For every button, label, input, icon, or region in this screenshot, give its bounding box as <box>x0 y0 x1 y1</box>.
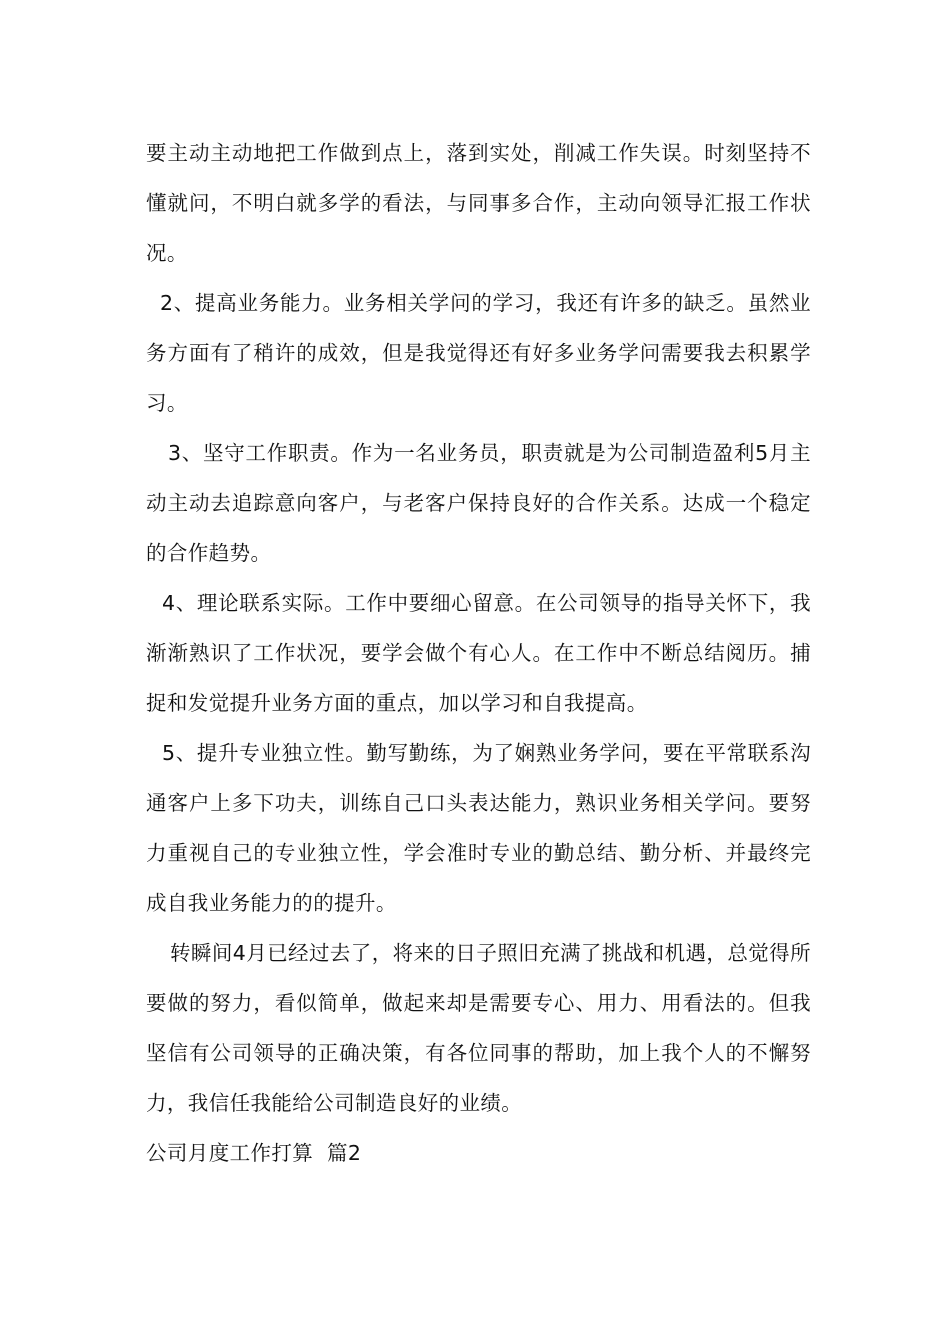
section-heading: 公司月度工作打算 篇2 <box>146 1141 362 1165</box>
paragraph-conclusion: 转瞬间4月已经过去了，将来的日子照旧充满了挑战和机遇，总觉得所要做的努力，看似简单，做起来却是需要专心、用力、用看法的。但我坚信有公司领导的正确决策，有各位同事的帮助，加上我个人的不懈努力，我信任我能给公司制造良好的业绩。 <box>146 941 811 1115</box>
paragraph-item-2: 2、提高业务能力。业务相关学问的学习，我还有许多的缺乏。虽然业务方面有了稍许的成效，但是我觉得还有好多业务学问需要我去积累学习。 <box>146 291 811 415</box>
paragraph-item-5: 5、提升专业独立性。勤写勤练，为了娴熟业务学问，要在平常联系沟通客户上多下功夫，训练自己口头表达能力，熟识业务相关学问。要努力重视自己的专业独立性，学会准时专业的勤总结、勤分析、并最终完成自我业务能力的的提升。 <box>146 741 811 915</box>
paragraph-item-3: 3、坚守工作职责。作为一名业务员，职责就是为公司制造盈利5月主动主动去追踪意向客户，与老客户保持良好的合作关系。达成一个稳定的合作趋势。 <box>146 441 811 565</box>
paragraph-intro: 要主动主动地把工作做到点上，落到实处，削减工作失误。时刻坚持不懂就问，不明白就多学的看法，与同事多合作，主动向领导汇报工作状况。 <box>146 141 811 265</box>
paragraph-item-4: 4、理论联系实际。工作中要细心留意。在公司领导的指导关怀下，我渐渐熟识了工作状况，要学会做个有心人。在工作中不断总结阅历。捕捉和发觉提升业务方面的重点，加以学习和自我提高。 <box>146 591 811 715</box>
document-body <box>146 128 811 1178</box>
